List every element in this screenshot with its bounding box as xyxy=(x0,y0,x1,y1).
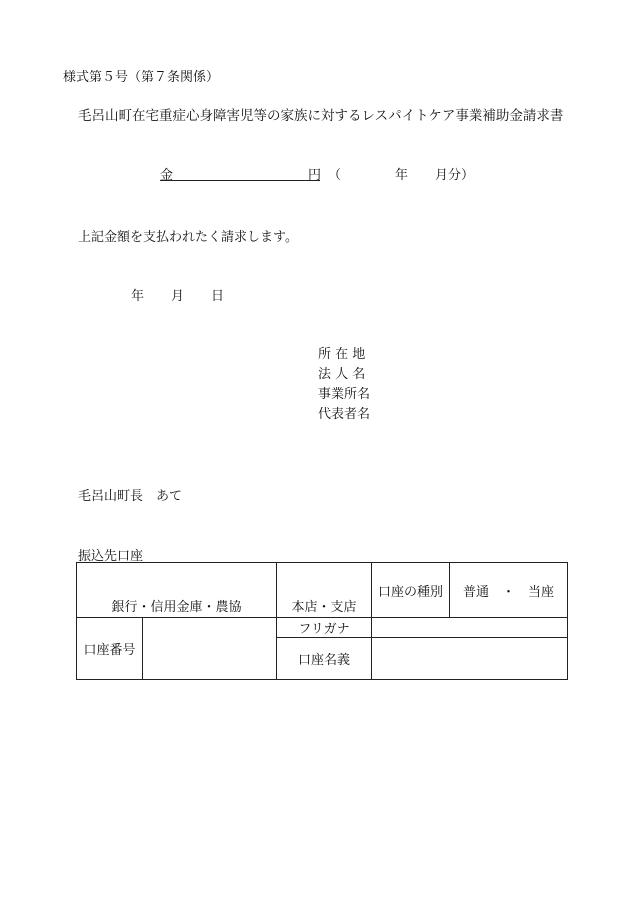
applicant-block xyxy=(318,345,370,425)
amount-unit: 円 xyxy=(308,168,322,183)
document-title: 毛呂山町在宅重症心身障害児等の家族に対するレスパイトケア事業補助金請求書 xyxy=(78,108,564,124)
account-number-field[interactable] xyxy=(143,618,277,680)
account-type-label: 口座の種別 xyxy=(372,563,450,618)
amount-field[interactable] xyxy=(160,180,320,181)
representative-label: 代表者名 xyxy=(318,407,371,422)
office-name-label: 事業所名 xyxy=(318,387,371,402)
addressee: 毛呂山町長 あて xyxy=(78,489,183,504)
institution-cell[interactable] xyxy=(77,563,277,618)
amount-line xyxy=(160,164,480,182)
account-type-options[interactable]: 普通 ・ 当座 xyxy=(450,563,568,618)
bank-account-caption: 振込先口座 xyxy=(78,549,144,564)
furigana-label: フリガナ xyxy=(277,618,372,638)
form-number: 様式第５号（第７条関係） xyxy=(63,70,220,85)
date-day-label: 日 xyxy=(211,289,225,304)
account-number-label: 口座番号 xyxy=(77,618,143,680)
request-text: 上記金額を支払われたく請求します。 xyxy=(78,230,298,245)
bank-account-table xyxy=(76,562,568,680)
corporation-name-label: 法 人 名 xyxy=(318,367,366,382)
furigana-field[interactable] xyxy=(372,618,568,638)
date-month-label: 月 xyxy=(171,289,185,304)
period-year-label: 年 xyxy=(395,168,409,183)
institution-types: 銀行・信用金庫・農協 xyxy=(111,600,242,615)
date-year-label: 年 xyxy=(131,289,145,304)
date-line xyxy=(131,285,224,304)
account-holder-label: 口座名義 xyxy=(277,638,372,680)
account-holder-field[interactable] xyxy=(372,638,568,680)
period-month-label: 月分） xyxy=(435,168,475,183)
branch-cell[interactable] xyxy=(277,563,372,618)
billing-period xyxy=(328,164,474,183)
branch-types: 本店・支店 xyxy=(291,600,357,615)
period-open: （ xyxy=(328,168,342,183)
address-label: 所 在 地 xyxy=(318,347,366,362)
amount-prefix: 金 xyxy=(160,168,174,183)
